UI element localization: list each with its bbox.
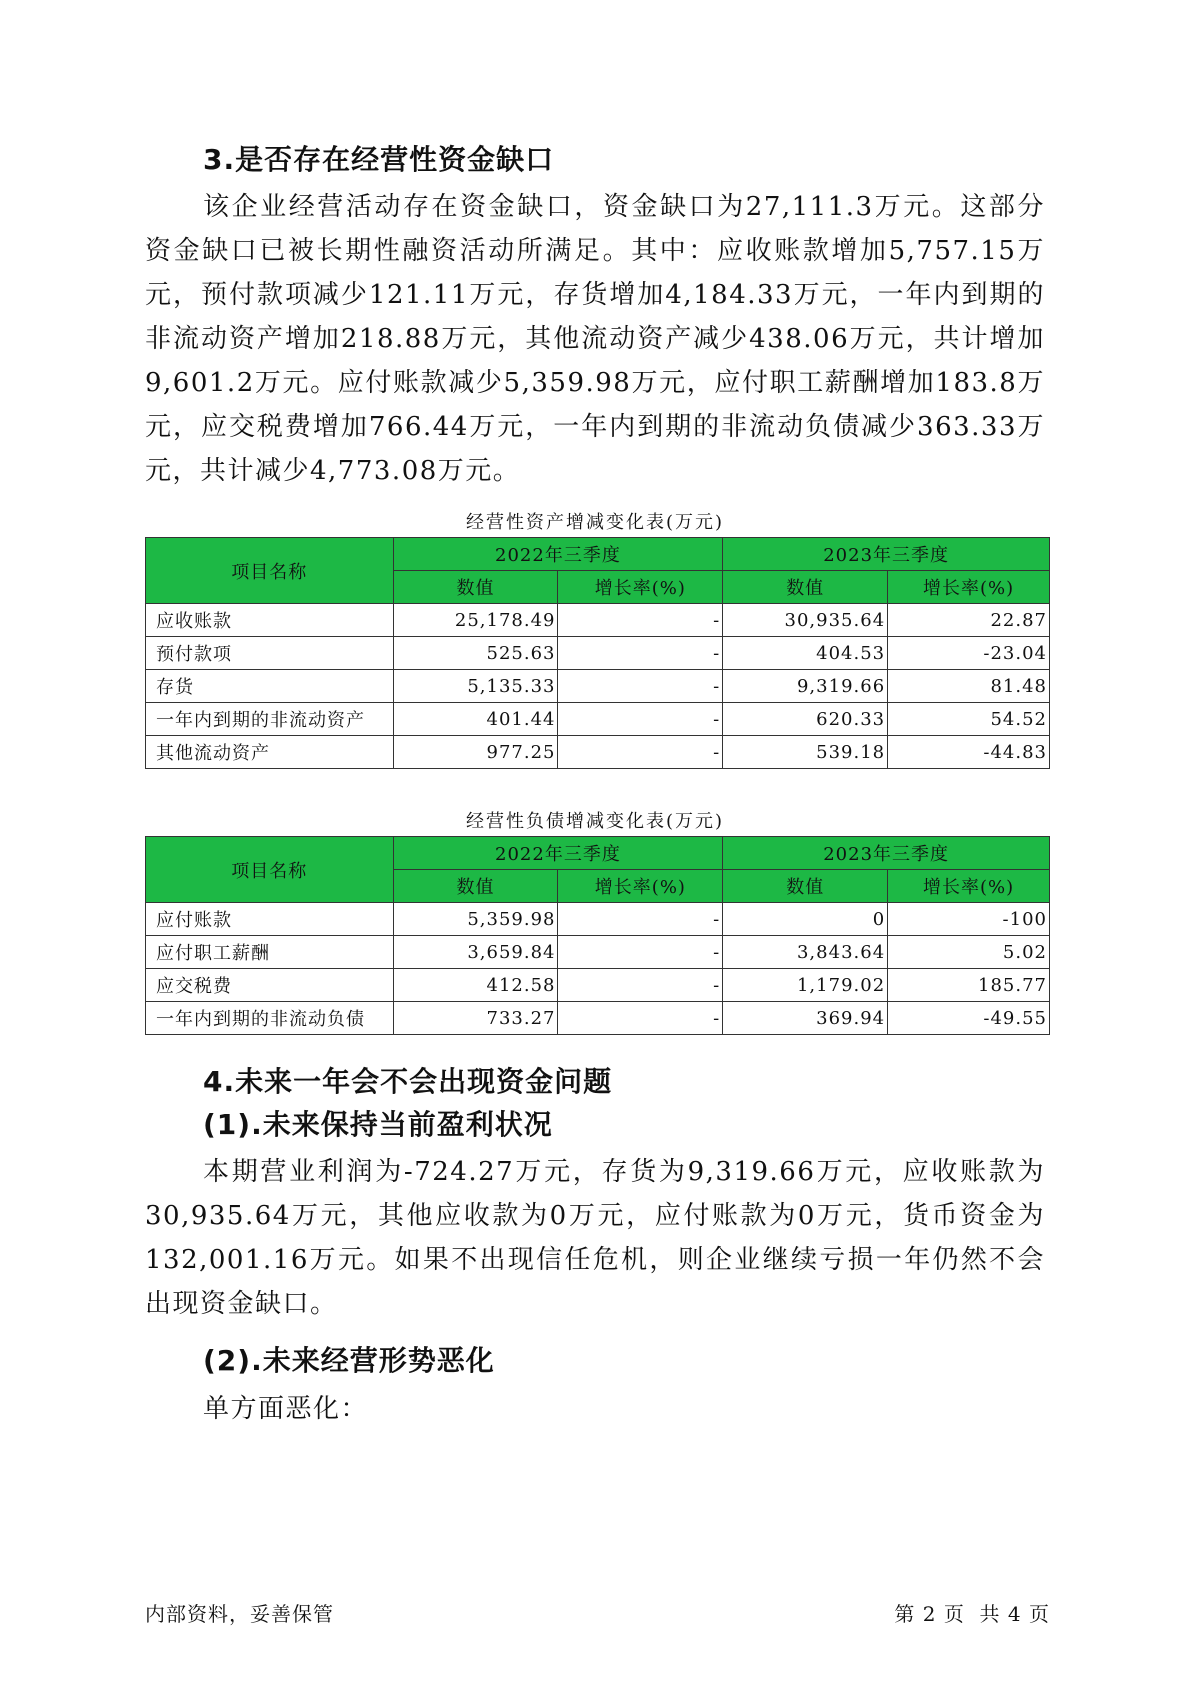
header-item-name: 项目名称 — [146, 538, 394, 604]
growth-2023: 54.52 — [888, 703, 1050, 736]
liabilities-change-table — [145, 836, 1050, 1035]
growth-2022: - — [558, 903, 723, 936]
value-2022: 5,359.98 — [393, 903, 558, 936]
row-name: 应收账款 — [146, 604, 394, 637]
header-period-2023: 2023年三季度 — [723, 837, 1050, 870]
growth-2022: - — [558, 637, 723, 670]
footer-page-number: 第 2 页 共 4 页 — [894, 1602, 1050, 1626]
table-row — [146, 703, 1050, 736]
row-name: 一年内到期的非流动负债 — [146, 1002, 394, 1035]
row-name: 应交税费 — [146, 969, 394, 1002]
value-2023: 9,319.66 — [723, 670, 888, 703]
value-2023: 620.33 — [723, 703, 888, 736]
table-row — [146, 736, 1050, 769]
subsection-1-heading: (1).未来保持当前盈利状况 — [203, 1108, 553, 1141]
value-2023: 30,935.64 — [723, 604, 888, 637]
subsection-2-heading: (2).未来经营形势恶化 — [203, 1344, 495, 1377]
growth-2022: - — [558, 936, 723, 969]
header-growth: 增长率(%) — [888, 571, 1050, 604]
subsection-2-paragraph: 单方面恶化： — [203, 1394, 369, 1424]
value-2022: 25,178.49 — [393, 604, 558, 637]
value-2023: 0 — [723, 903, 888, 936]
growth-2023: 185.77 — [888, 969, 1050, 1002]
growth-2022: - — [558, 670, 723, 703]
table-row — [146, 604, 1050, 637]
assets-change-table — [145, 537, 1050, 769]
header-growth: 增长率(%) — [558, 571, 723, 604]
header-period-2023: 2023年三季度 — [723, 538, 1050, 571]
growth-2022: - — [558, 969, 723, 1002]
value-2023: 404.53 — [723, 637, 888, 670]
row-name: 其他流动资产 — [146, 736, 394, 769]
growth-2023: 22.87 — [888, 604, 1050, 637]
header-growth: 增长率(%) — [888, 870, 1050, 903]
value-2022: 412.58 — [393, 969, 558, 1002]
value-2022: 733.27 — [393, 1002, 558, 1035]
growth-2022: - — [558, 703, 723, 736]
footer-confidential-note: 内部资料，妥善保管 — [145, 1602, 334, 1626]
header-value: 数值 — [723, 571, 888, 604]
header-item-name: 项目名称 — [146, 837, 394, 903]
section-3-heading: 3.是否存在经营性资金缺口 — [203, 143, 555, 176]
header-period-2022: 2022年三季度 — [393, 538, 723, 571]
header-value: 数值 — [393, 571, 558, 604]
value-2022: 3,659.84 — [393, 936, 558, 969]
table-row — [146, 969, 1050, 1002]
growth-2023: -100 — [888, 903, 1050, 936]
table-row — [146, 903, 1050, 936]
row-name: 应付职工薪酬 — [146, 936, 394, 969]
value-2022: 5,135.33 — [393, 670, 558, 703]
section-3-paragraph: 该企业经营活动存在资金缺口，资金缺口为27,111.3万元。这部分资金缺口已被长期性融资活动所满足。其中：应收账款增加5,757.15万元，预付款项减少121.11万元，存货增加4,184.33万元，一年内到期的非流动资产增加218.88万元，其他流动资产减少438.06万元，共计增加9,601.2万元。应付账款减少5,359.98万元，应付职工薪酬增加183.8万元，应交税费增加766.44万元，一年内到期的非流动负债减少363.33万元，共计减少4,773.08万元。 — [145, 192, 1045, 486]
row-name: 预付款项 — [146, 637, 394, 670]
header-value: 数值 — [723, 870, 888, 903]
growth-2023: 5.02 — [888, 936, 1050, 969]
table-row — [146, 637, 1050, 670]
liabilities-table-caption: 经营性负债增减变化表(万元) — [465, 811, 725, 832]
section-4-heading: 4.未来一年会不会出现资金问题 — [203, 1065, 613, 1098]
growth-2023: -44.83 — [888, 736, 1050, 769]
value-2023: 539.18 — [723, 736, 888, 769]
header-value: 数值 — [393, 870, 558, 903]
row-name: 一年内到期的非流动资产 — [146, 703, 394, 736]
growth-2022: - — [558, 736, 723, 769]
assets-table-caption: 经营性资产增减变化表(万元) — [465, 512, 725, 533]
value-2022: 401.44 — [393, 703, 558, 736]
table-row — [146, 936, 1050, 969]
value-2022: 977.25 — [393, 736, 558, 769]
growth-2023: -23.04 — [888, 637, 1050, 670]
table-row — [146, 1002, 1050, 1035]
row-name: 存货 — [146, 670, 394, 703]
subsection-1-paragraph: 本期营业利润为-724.27万元，存货为9,319.66万元，应收账款为30,935.64万元，其他应收款为0万元，应付账款为0万元，货币资金为132,001.16万元。如果不出现信任危机，则企业继续亏损一年仍然不会出现资金缺口。 — [145, 1157, 1045, 1319]
header-growth: 增长率(%) — [558, 870, 723, 903]
value-2023: 3,843.64 — [723, 936, 888, 969]
value-2022: 525.63 — [393, 637, 558, 670]
header-period-2022: 2022年三季度 — [393, 837, 723, 870]
table-row — [146, 670, 1050, 703]
growth-2023: -49.55 — [888, 1002, 1050, 1035]
row-name: 应付账款 — [146, 903, 394, 936]
growth-2023: 81.48 — [888, 670, 1050, 703]
value-2023: 1,179.02 — [723, 969, 888, 1002]
value-2023: 369.94 — [723, 1002, 888, 1035]
growth-2022: - — [558, 604, 723, 637]
growth-2022: - — [558, 1002, 723, 1035]
